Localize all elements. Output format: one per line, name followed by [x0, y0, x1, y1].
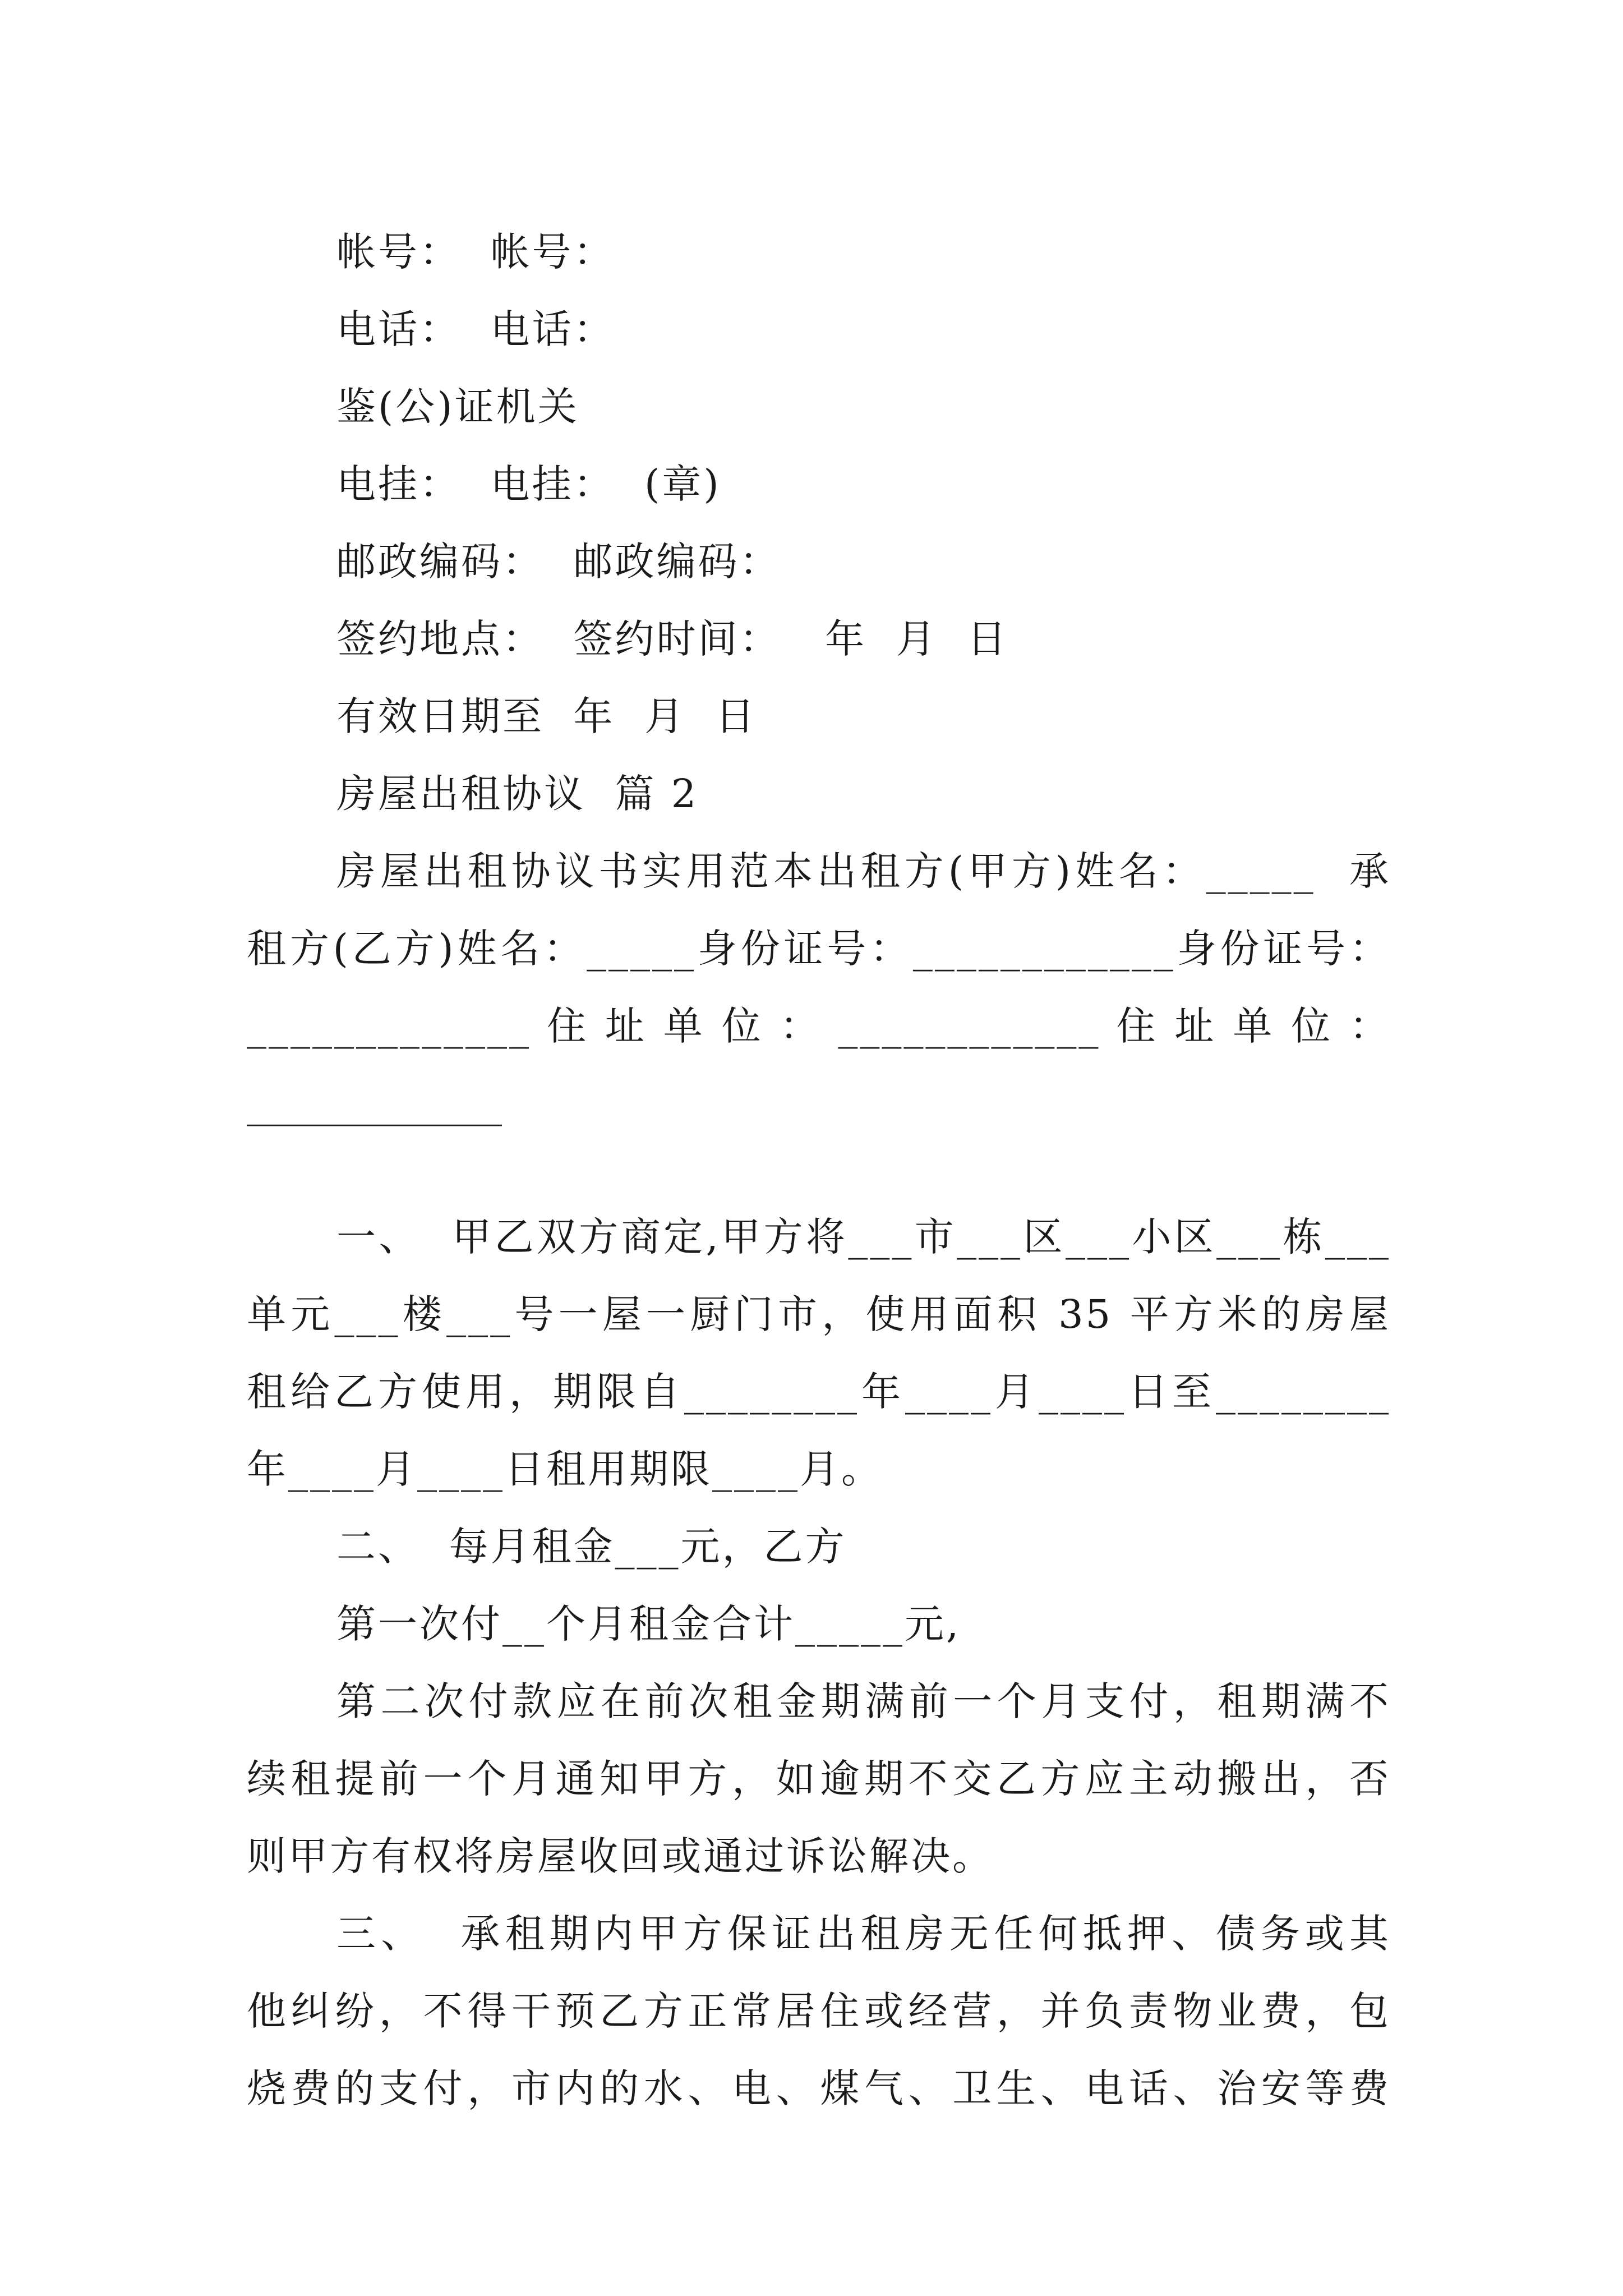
- signing-line: 签约地点： 签约时间： 年 月 日: [336, 616, 1009, 662]
- postcode-line: 邮政编码： 邮政编码：: [336, 539, 781, 585]
- telegraph-line: 电挂： 电挂： (章): [336, 461, 721, 507]
- paragraph-gap: [247, 1142, 1391, 1198]
- clause3-line-3: 烧费的支付，市内的水、电、煤气、卫生、电话、治安等费: [247, 2065, 1391, 2111]
- intro-line-4: _____________: [247, 1080, 502, 1126]
- clause1-line-3: 租给乙方使用，期限自________年____月____日至________: [247, 1369, 1391, 1415]
- clause2b-line-3: 则甲方有权将房屋收回或通过诉讼解决。: [247, 1833, 994, 1879]
- intro-line-1: 房屋出租协议书实用范本出租方(甲方)姓名：_____ 承: [336, 848, 1391, 894]
- intro-line-3: _____________ 住 址 单 位 ： ____________ 住 址 单 位 ：: [247, 1003, 1391, 1049]
- phone-line: 电话： 电话：: [336, 306, 615, 352]
- clause3-line-1: 三、 承租期内甲方保证出租房无任何抵押、债务或其: [336, 1911, 1391, 1957]
- intro-line-2: 租方(乙方)姓名：_____身份证号：____________身份证号：: [247, 926, 1391, 972]
- clause3-line-2: 他纠纷，不得干预乙方正常居住或经营，并负责物业费，包: [247, 1988, 1391, 2034]
- document-body: [247, 213, 1391, 2127]
- clause2b-line-1: 第二次付款应在前次租金期满前一个月支付，租期满不: [336, 1678, 1391, 1724]
- clause2b-line-2: 续租提前一个月通知甲方，如逾期不交乙方应主动搬出，否: [247, 1756, 1391, 1802]
- clause1-line-4: 年____月____日租用期限____月。: [247, 1446, 883, 1492]
- notary-line: 鉴(公)证机关: [336, 384, 579, 430]
- section-title: 房屋出租协议 篇 2: [336, 771, 699, 817]
- validity-line: 有效日期至 年 月 日: [336, 693, 757, 739]
- clause2-line-1: 二、 每月租金___元，乙方: [336, 1524, 847, 1570]
- clause1-line-2: 单元___楼___号一屋一厨门市，使用面积 35 平方米的房屋: [247, 1291, 1391, 1337]
- account-line: 帐号： 帐号：: [336, 229, 615, 275]
- clause1-line-1: 一、 甲乙双方商定,甲方将___市___区___小区___栋___: [336, 1214, 1391, 1260]
- clause2-line-2: 第一次付__个月租金合计_____元,: [336, 1601, 961, 1647]
